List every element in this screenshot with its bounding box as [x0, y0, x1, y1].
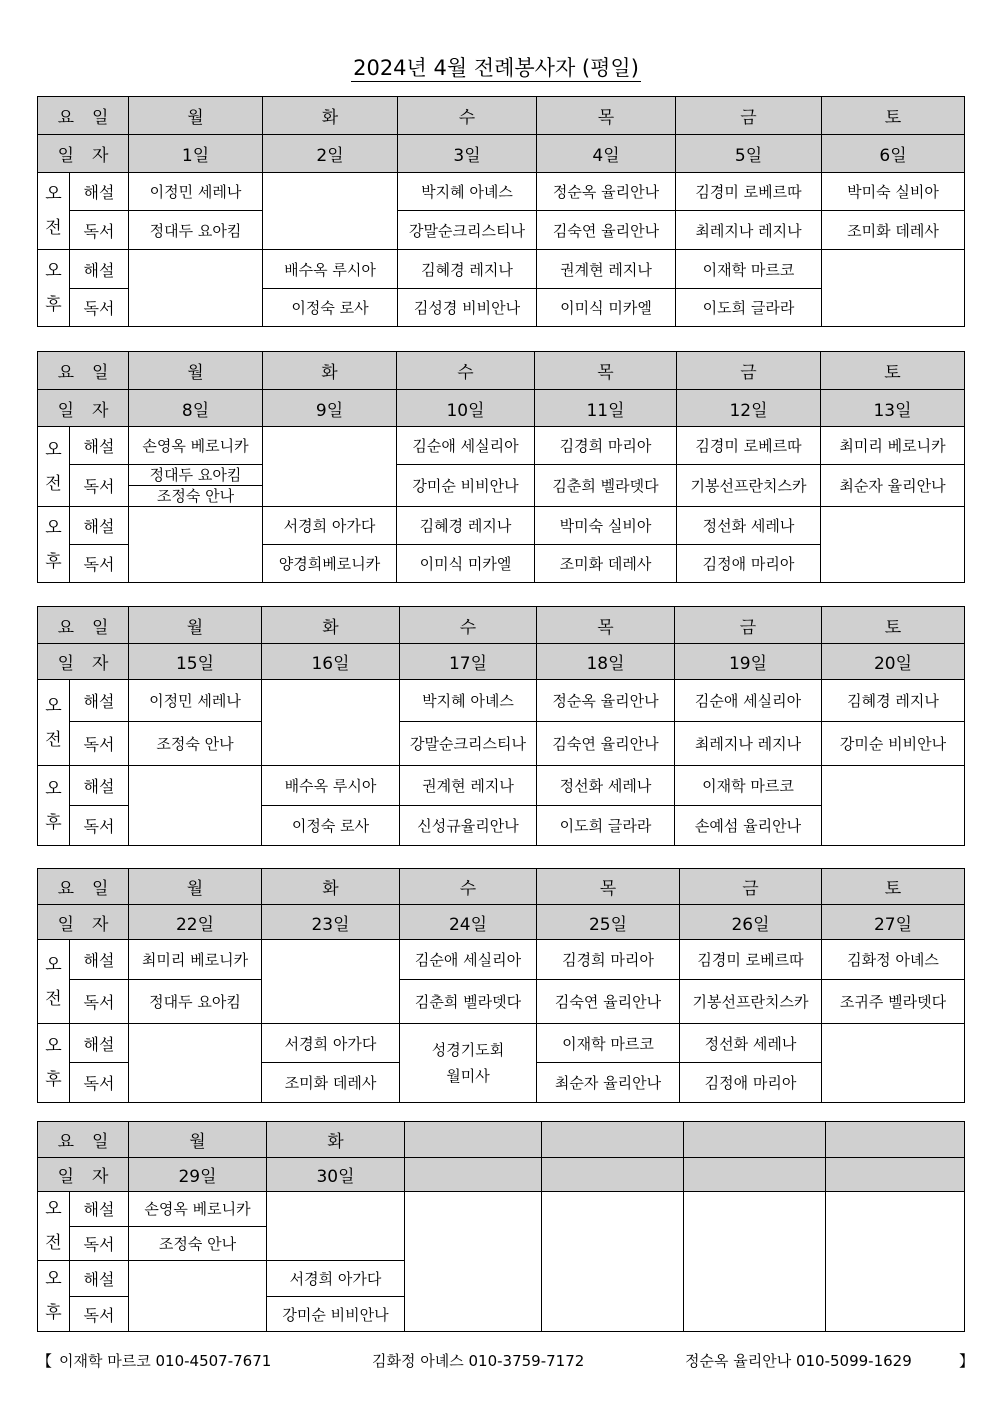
- date-cell: 23일: [262, 905, 400, 940]
- weekday-header: 화: [262, 607, 400, 644]
- volunteer-cell: 김순애 세실리아: [675, 680, 822, 722]
- volunteer-cell: 강미순 비비안나: [822, 722, 965, 766]
- volunteer-cell: 최미리 베로니카: [821, 427, 965, 465]
- weekday-header: 금: [677, 352, 821, 390]
- footer-bracket-close: 】: [959, 1352, 975, 1370]
- date-cell: 29일: [129, 1158, 267, 1192]
- volunteer-cell: 강말순크리스티나: [398, 211, 537, 250]
- date-cell: 8일: [129, 390, 263, 427]
- weekday-header: 월: [129, 1122, 267, 1158]
- weekday-label: 요일: [38, 1122, 129, 1158]
- am-session-label: 오 전: [38, 680, 70, 766]
- volunteer-cell: 김경미 로베르따: [680, 940, 822, 980]
- weekday-header: 토: [822, 869, 965, 905]
- volunteer-cell: 김경미 로베르따: [677, 427, 821, 465]
- reading-label: 독서: [70, 722, 129, 766]
- volunteer-cell-stacked: 정대두 요아킴 조정숙 안나: [129, 465, 263, 507]
- special-event-cell: 성경기도회 월미사: [400, 1024, 537, 1103]
- volunteer-cell: 김순애 세실리아: [400, 940, 537, 980]
- volunteer-cell: 이재학 마르코: [676, 250, 822, 289]
- date-cell: 19일: [675, 644, 822, 680]
- date-cell: [542, 1158, 684, 1192]
- volunteer-cell: 최순자 율리안나: [821, 465, 965, 507]
- volunteer-cell: 김숙연 율리안나: [537, 722, 675, 766]
- date-cell: 6일: [822, 135, 965, 173]
- date-cell: [826, 1158, 965, 1192]
- volunteer-cell: 강말순크리스티나: [400, 722, 537, 766]
- volunteer-cell: 손영옥 베로니카: [129, 427, 263, 465]
- am-session-label: 오 전: [38, 427, 70, 507]
- volunteer-cell: 이도희 글라라: [676, 289, 822, 327]
- empty-cell: [129, 1261, 267, 1332]
- footer-bracket-open: 【: [37, 1352, 53, 1370]
- weekday-label: 요일: [38, 869, 129, 905]
- contact-info: 이재학 마르코 010-4507-7671: [59, 1352, 272, 1370]
- date-cell: 26일: [680, 905, 822, 940]
- volunteer-cell: 기봉선프란치스카: [680, 980, 822, 1024]
- commentary-label: 해설: [70, 173, 129, 211]
- date-cell: 18일: [537, 644, 675, 680]
- weekday-header: 수: [397, 352, 535, 390]
- volunteer-cell: 정선화 세레나: [677, 507, 821, 545]
- reading-label: 독서: [70, 545, 129, 583]
- weekday-header: 토: [822, 607, 965, 644]
- volunteer-cell: 정대두 요아킴: [129, 980, 262, 1024]
- volunteer-cell: 김화정 아녜스: [822, 940, 965, 980]
- volunteer-cell: 강미순 비비안나: [397, 465, 535, 507]
- weekday-header: 목: [537, 869, 680, 905]
- date-cell: 12일: [677, 390, 821, 427]
- reading-label: 독서: [70, 1297, 129, 1332]
- volunteer-cell: 조미화 데레사: [262, 1063, 400, 1103]
- volunteer-cell: 이재학 마르코: [537, 1024, 680, 1063]
- empty-cell: [129, 250, 263, 327]
- volunteer-cell: 조귀주 벨라뎃다: [822, 980, 965, 1024]
- volunteer-cell: 이정민 세레나: [129, 680, 262, 722]
- empty-cell: [262, 940, 400, 1024]
- volunteer-cell: 정대두 요아킴: [129, 211, 263, 250]
- weekday-header: 금: [676, 97, 822, 135]
- date-cell: 15일: [129, 644, 262, 680]
- reading-label: 독서: [70, 1226, 129, 1261]
- volunteer-cell: 최레지나 레지나: [676, 211, 822, 250]
- date-cell: [684, 1158, 826, 1192]
- commentary-label: 해설: [70, 507, 129, 545]
- am-session-label: 오 전: [38, 1192, 70, 1261]
- weekday-header: 목: [535, 352, 677, 390]
- volunteer-cell: 김경희 마리아: [537, 940, 680, 980]
- commentary-label: 해설: [70, 1024, 129, 1063]
- volunteer-cell: 정순옥 율리안나: [537, 680, 675, 722]
- date-cell: 9일: [263, 390, 397, 427]
- pm-session-label: 오 후: [38, 250, 70, 327]
- weekday-header: 월: [129, 97, 263, 135]
- volunteer-cell: 김정애 마리아: [677, 545, 821, 583]
- date-cell: 13일: [821, 390, 965, 427]
- volunteer-cell: 정선화 세레나: [680, 1024, 822, 1063]
- volunteer-cell: 김혜경 레지나: [822, 680, 965, 722]
- volunteer-cell: 권계현 레지나: [537, 250, 676, 289]
- week-table-5: [37, 1121, 965, 1332]
- weekday-header: 화: [267, 1122, 405, 1158]
- date-cell: 3일: [398, 135, 537, 173]
- volunteer-cell: 이정민 세레나: [129, 173, 263, 211]
- volunteer-cell: 조정숙 안나: [129, 1226, 267, 1261]
- weekday-header: 수: [398, 97, 537, 135]
- volunteer-cell: 서경희 아가다: [267, 1261, 405, 1297]
- reading-label: 독서: [70, 289, 129, 327]
- date-label: 일자: [38, 644, 129, 680]
- weekday-header: 월: [129, 352, 263, 390]
- weekday-header: 수: [400, 869, 537, 905]
- empty-cell: [821, 507, 965, 583]
- volunteer-cell: 박미숙 실비아: [535, 507, 677, 545]
- volunteer-cell: 최미리 베로니카: [129, 940, 262, 980]
- volunteer-cell: 서경희 아가다: [263, 507, 397, 545]
- pm-session-label: 오 후: [38, 507, 70, 583]
- pm-session-label: 오 후: [38, 766, 70, 846]
- date-cell: [405, 1158, 542, 1192]
- date-cell: 1일: [129, 135, 263, 173]
- am-session-label: 오 전: [38, 940, 70, 1024]
- weekday-header: 토: [822, 97, 965, 135]
- weekday-header: [826, 1122, 965, 1158]
- empty-cell: [129, 766, 262, 846]
- volunteer-cell: 서경희 아가다: [262, 1024, 400, 1063]
- date-cell: 30일: [267, 1158, 405, 1192]
- volunteer-cell: 박지혜 아녜스: [398, 173, 537, 211]
- commentary-label: 해설: [70, 1261, 129, 1297]
- volunteer-cell: 김경미 로베르따: [676, 173, 822, 211]
- volunteer-cell: 김숙연 율리안나: [537, 211, 676, 250]
- date-cell: 5일: [676, 135, 822, 173]
- commentary-label: 해설: [70, 250, 129, 289]
- date-cell: 10일: [397, 390, 535, 427]
- date-cell: 27일: [822, 905, 965, 940]
- am-session-label: 오 전: [38, 173, 70, 250]
- empty-cell: [542, 1192, 684, 1332]
- date-cell: 24일: [400, 905, 537, 940]
- weekday-header: 화: [262, 869, 400, 905]
- week-table-3: [37, 606, 965, 846]
- volunteer-cell: 최레지나 레지나: [675, 722, 822, 766]
- week-table-2: [37, 351, 965, 583]
- empty-cell: [405, 1192, 542, 1332]
- weekday-header: 목: [537, 97, 676, 135]
- volunteer-cell: 박미숙 실비아: [822, 173, 965, 211]
- date-cell: 11일: [535, 390, 677, 427]
- date-cell: 17일: [400, 644, 537, 680]
- volunteer-cell: 박지혜 아녜스: [400, 680, 537, 722]
- volunteer-cell: 신성규율리안나: [400, 806, 537, 846]
- volunteer-cell: 김춘희 벨라뎃다: [400, 980, 537, 1024]
- empty-cell: [129, 507, 263, 583]
- date-cell: 25일: [537, 905, 680, 940]
- contact-info: 김화정 아녜스 010-3759-7172: [372, 1352, 585, 1370]
- weekday-header: 수: [400, 607, 537, 644]
- weekday-header: 목: [537, 607, 675, 644]
- volunteer-cell: 양경희베로니카: [263, 545, 397, 583]
- reading-label: 독서: [70, 1063, 129, 1103]
- volunteer-cell: 정선화 세레나: [537, 766, 675, 806]
- volunteer-cell: 김숙연 율리안나: [537, 980, 680, 1024]
- empty-cell: [684, 1192, 826, 1332]
- commentary-label: 해설: [70, 1192, 129, 1227]
- date-cell: 22일: [129, 905, 262, 940]
- reading-label: 독서: [70, 806, 129, 846]
- empty-cell: [822, 1024, 965, 1103]
- volunteer-cell: 김정애 마리아: [680, 1063, 822, 1103]
- volunteer-cell: 김성경 비비안나: [398, 289, 537, 327]
- contact-info: 정순옥 율리안나 010-5099-1629: [685, 1352, 912, 1370]
- weekday-header: 월: [129, 607, 262, 644]
- reading-label: 독서: [70, 211, 129, 250]
- weekday-header: 금: [675, 607, 822, 644]
- week-table-4: [37, 868, 965, 1103]
- volunteer-cell: 배수옥 루시아: [262, 766, 400, 806]
- weekday-header: [542, 1122, 684, 1158]
- weekday-header: [684, 1122, 826, 1158]
- volunteer-cell: 손영옥 베로니카: [129, 1192, 267, 1227]
- empty-cell: [267, 1192, 405, 1261]
- empty-cell: [262, 680, 400, 766]
- commentary-label: 해설: [70, 940, 129, 980]
- page-title: 2024년 4월 전례봉사자 (평일): [353, 56, 639, 80]
- empty-cell: [822, 250, 965, 327]
- volunteer-cell: 김혜경 레지나: [397, 507, 535, 545]
- volunteer-cell: 이미식 미카엘: [397, 545, 535, 583]
- volunteer-cell: 김혜경 레지나: [398, 250, 537, 289]
- volunteer-cell: 배수옥 루시아: [263, 250, 398, 289]
- weekday-label: 요일: [38, 97, 129, 135]
- date-label: 일자: [38, 905, 129, 940]
- volunteer-cell: 정순옥 율리안나: [537, 173, 676, 211]
- pm-session-label: 오 후: [38, 1261, 70, 1332]
- reading-label: 독서: [70, 980, 129, 1024]
- volunteer-cell: 김경희 마리아: [535, 427, 677, 465]
- volunteer-cell: 조미화 데레사: [822, 211, 965, 250]
- volunteer-cell: 조정숙 안나: [129, 722, 262, 766]
- date-label: 일자: [38, 1158, 129, 1192]
- empty-cell: [822, 766, 965, 846]
- volunteer-cell: 이정숙 로사: [262, 806, 400, 846]
- reading-label: 독서: [70, 465, 129, 507]
- empty-cell: [263, 173, 398, 250]
- week-table-1: [37, 96, 965, 327]
- weekday-label: 요일: [38, 352, 129, 390]
- weekday-label: 요일: [38, 607, 129, 644]
- volunteer-cell: 권계현 레지나: [400, 766, 537, 806]
- volunteer-cell: 김춘희 벨라뎃다: [535, 465, 677, 507]
- commentary-label: 해설: [70, 680, 129, 722]
- volunteer-cell: 이정숙 로사: [263, 289, 398, 327]
- empty-cell: [129, 1024, 262, 1103]
- date-cell: 2일: [263, 135, 398, 173]
- weekday-header: 금: [680, 869, 822, 905]
- volunteer-cell: 이도희 글라라: [537, 806, 675, 846]
- commentary-label: 해설: [70, 766, 129, 806]
- pm-session-label: 오 후: [38, 1024, 70, 1103]
- commentary-label: 해설: [70, 427, 129, 465]
- volunteer-cell: 기봉선프란치스카: [677, 465, 821, 507]
- weekday-header: [405, 1122, 542, 1158]
- weekday-header: 월: [129, 869, 262, 905]
- date-label: 일자: [38, 390, 129, 427]
- empty-cell: [826, 1192, 965, 1332]
- date-cell: 20일: [822, 644, 965, 680]
- weekday-header: 화: [263, 97, 398, 135]
- empty-cell: [263, 427, 397, 507]
- volunteer-cell: 김순애 세실리아: [397, 427, 535, 465]
- volunteer-cell: 이미식 미카엘: [537, 289, 676, 327]
- volunteer-cell: 손예섬 율리안나: [675, 806, 822, 846]
- date-cell: 4일: [537, 135, 676, 173]
- date-cell: 16일: [262, 644, 400, 680]
- weekday-header: 토: [821, 352, 965, 390]
- volunteer-cell: 이재학 마르코: [675, 766, 822, 806]
- volunteer-cell: 강미순 비비안나: [267, 1297, 405, 1332]
- volunteer-cell: 최순자 율리안나: [537, 1063, 680, 1103]
- date-label: 일자: [38, 135, 129, 173]
- weekday-header: 화: [263, 352, 397, 390]
- volunteer-cell: 조미화 데레사: [535, 545, 677, 583]
